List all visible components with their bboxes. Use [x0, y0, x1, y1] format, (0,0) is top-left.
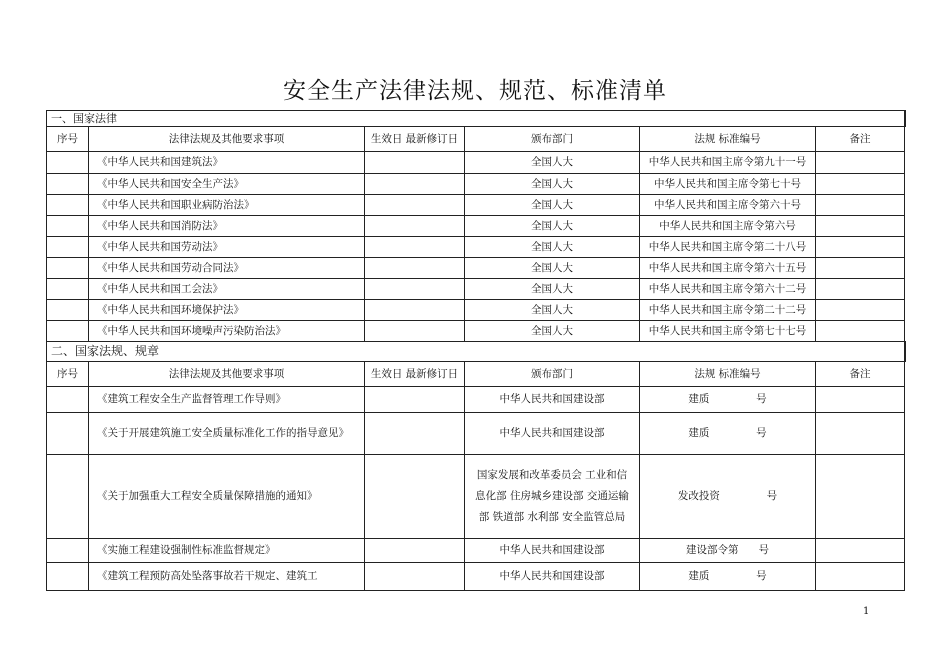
law-name: 《中华人民共和国工会法》 [89, 279, 365, 300]
header-note: 备注 [816, 362, 905, 387]
law-dept: 全国人大 [465, 321, 640, 342]
table-row [47, 174, 905, 195]
header-item: 法律法规及其他要求事项 [89, 127, 365, 152]
header-dept: 颁布部门 [465, 127, 640, 152]
header-date: 生效日 最新修订日 [365, 127, 465, 152]
regulation-code: 发改投资 号 [640, 455, 816, 539]
law-code: 中华人民共和国主席令第七十七号 [640, 321, 816, 342]
law-name: 《中华人民共和国劳动法》 [89, 237, 365, 258]
law-dept: 全国人大 [465, 174, 640, 195]
section-header-laws [47, 111, 905, 127]
law-dept: 全国人大 [465, 258, 640, 279]
regulation-name: 《关于加强重大工程安全质量保障措施的通知》 [89, 455, 365, 539]
regulation-name: 《建筑工程安全生产监督管理工作导则》 [89, 387, 365, 413]
header-index: 序号 [47, 127, 89, 152]
table-row [47, 563, 905, 591]
law-code: 中华人民共和国主席令第七十号 [640, 174, 816, 195]
regulation-dept: 中华人民共和国建设部 [465, 387, 640, 413]
page-number: 1 [863, 606, 870, 617]
law-code: 中华人民共和国主席令第六十五号 [640, 258, 816, 279]
law-dept: 全国人大 [465, 152, 640, 174]
regulation-dept: 中华人民共和国建设部 [465, 539, 640, 563]
table-row [47, 195, 905, 216]
law-name: 《中华人民共和国环境噪声污染防治法》 [89, 321, 365, 342]
regulation-dept: 国家发展和改革委员会 工业和信息化部 住房城乡建设部 交通运输 部 铁道部 水利部 安全监管总局 [465, 455, 640, 539]
table-row [47, 300, 905, 321]
section-title: 二、国家法规、规章 [47, 342, 905, 362]
table-row [47, 455, 905, 539]
table-row [47, 321, 905, 342]
header-item: 法律法规及其他要求事项 [89, 362, 365, 387]
header-code: 法规 标准编号 [640, 362, 816, 387]
law-dept: 全国人大 [465, 195, 640, 216]
page-title: 安全生产法律法规、规范、标准清单 [283, 78, 667, 104]
law-code: 中华人民共和国主席令第二十八号 [640, 237, 816, 258]
law-name: 《中华人民共和国建筑法》 [89, 152, 365, 174]
table-row [47, 258, 905, 279]
regulation-dept: 中华人民共和国建设部 [465, 563, 640, 591]
table-row [47, 413, 905, 455]
table-row [47, 279, 905, 300]
law-name: 《中华人民共和国环境保护法》 [89, 300, 365, 321]
regulation-code: 建质 号 [640, 413, 816, 455]
table-row [47, 539, 905, 563]
law-dept: 全国人大 [465, 237, 640, 258]
header-index: 序号 [47, 362, 89, 387]
header-note: 备注 [816, 127, 905, 152]
table-row [47, 216, 905, 237]
law-name: 《中华人民共和国职业病防治法》 [89, 195, 365, 216]
law-code: 中华人民共和国主席令第二十二号 [640, 300, 816, 321]
law-name: 《中华人民共和国劳动合同法》 [89, 258, 365, 279]
law-dept: 全国人大 [465, 300, 640, 321]
law-code: 中华人民共和国主席令第六号 [640, 216, 816, 237]
regulation-code: 建设部令第 号 [640, 539, 816, 563]
regulation-name: 《实施工程建设强制性标准监督规定》 [89, 539, 365, 563]
law-code: 中华人民共和国主席令第六十号 [640, 195, 816, 216]
table-header-row [47, 362, 905, 387]
law-code: 中华人民共和国主席令第六十二号 [640, 279, 816, 300]
table-row [47, 237, 905, 258]
regulation-code: 建质 号 [640, 387, 816, 413]
regulations-table [46, 110, 906, 591]
law-name: 《中华人民共和国安全生产法》 [89, 174, 365, 195]
regulation-name: 《建筑工程预防高处坠落事故若干规定、建筑工 [89, 563, 365, 591]
law-dept: 全国人大 [465, 216, 640, 237]
header-dept: 颁布部门 [465, 362, 640, 387]
regulation-name: 《关于开展建筑施工安全质量标准化工作的指导意见》 [89, 413, 365, 455]
regulation-code: 建质 号 [640, 563, 816, 591]
law-code: 中华人民共和国主席令第九十一号 [640, 152, 816, 174]
table-row [47, 152, 905, 174]
law-dept: 全国人大 [465, 279, 640, 300]
regulation-dept: 中华人民共和国建设部 [465, 413, 640, 455]
section-header-regulations [47, 342, 905, 362]
section-title: 一、国家法律 [47, 111, 905, 127]
header-code: 法规 标准编号 [640, 127, 816, 152]
table-row [47, 387, 905, 413]
table-header-row [47, 127, 905, 152]
header-date: 生效日 最新修订日 [365, 362, 465, 387]
law-name: 《中华人民共和国消防法》 [89, 216, 365, 237]
